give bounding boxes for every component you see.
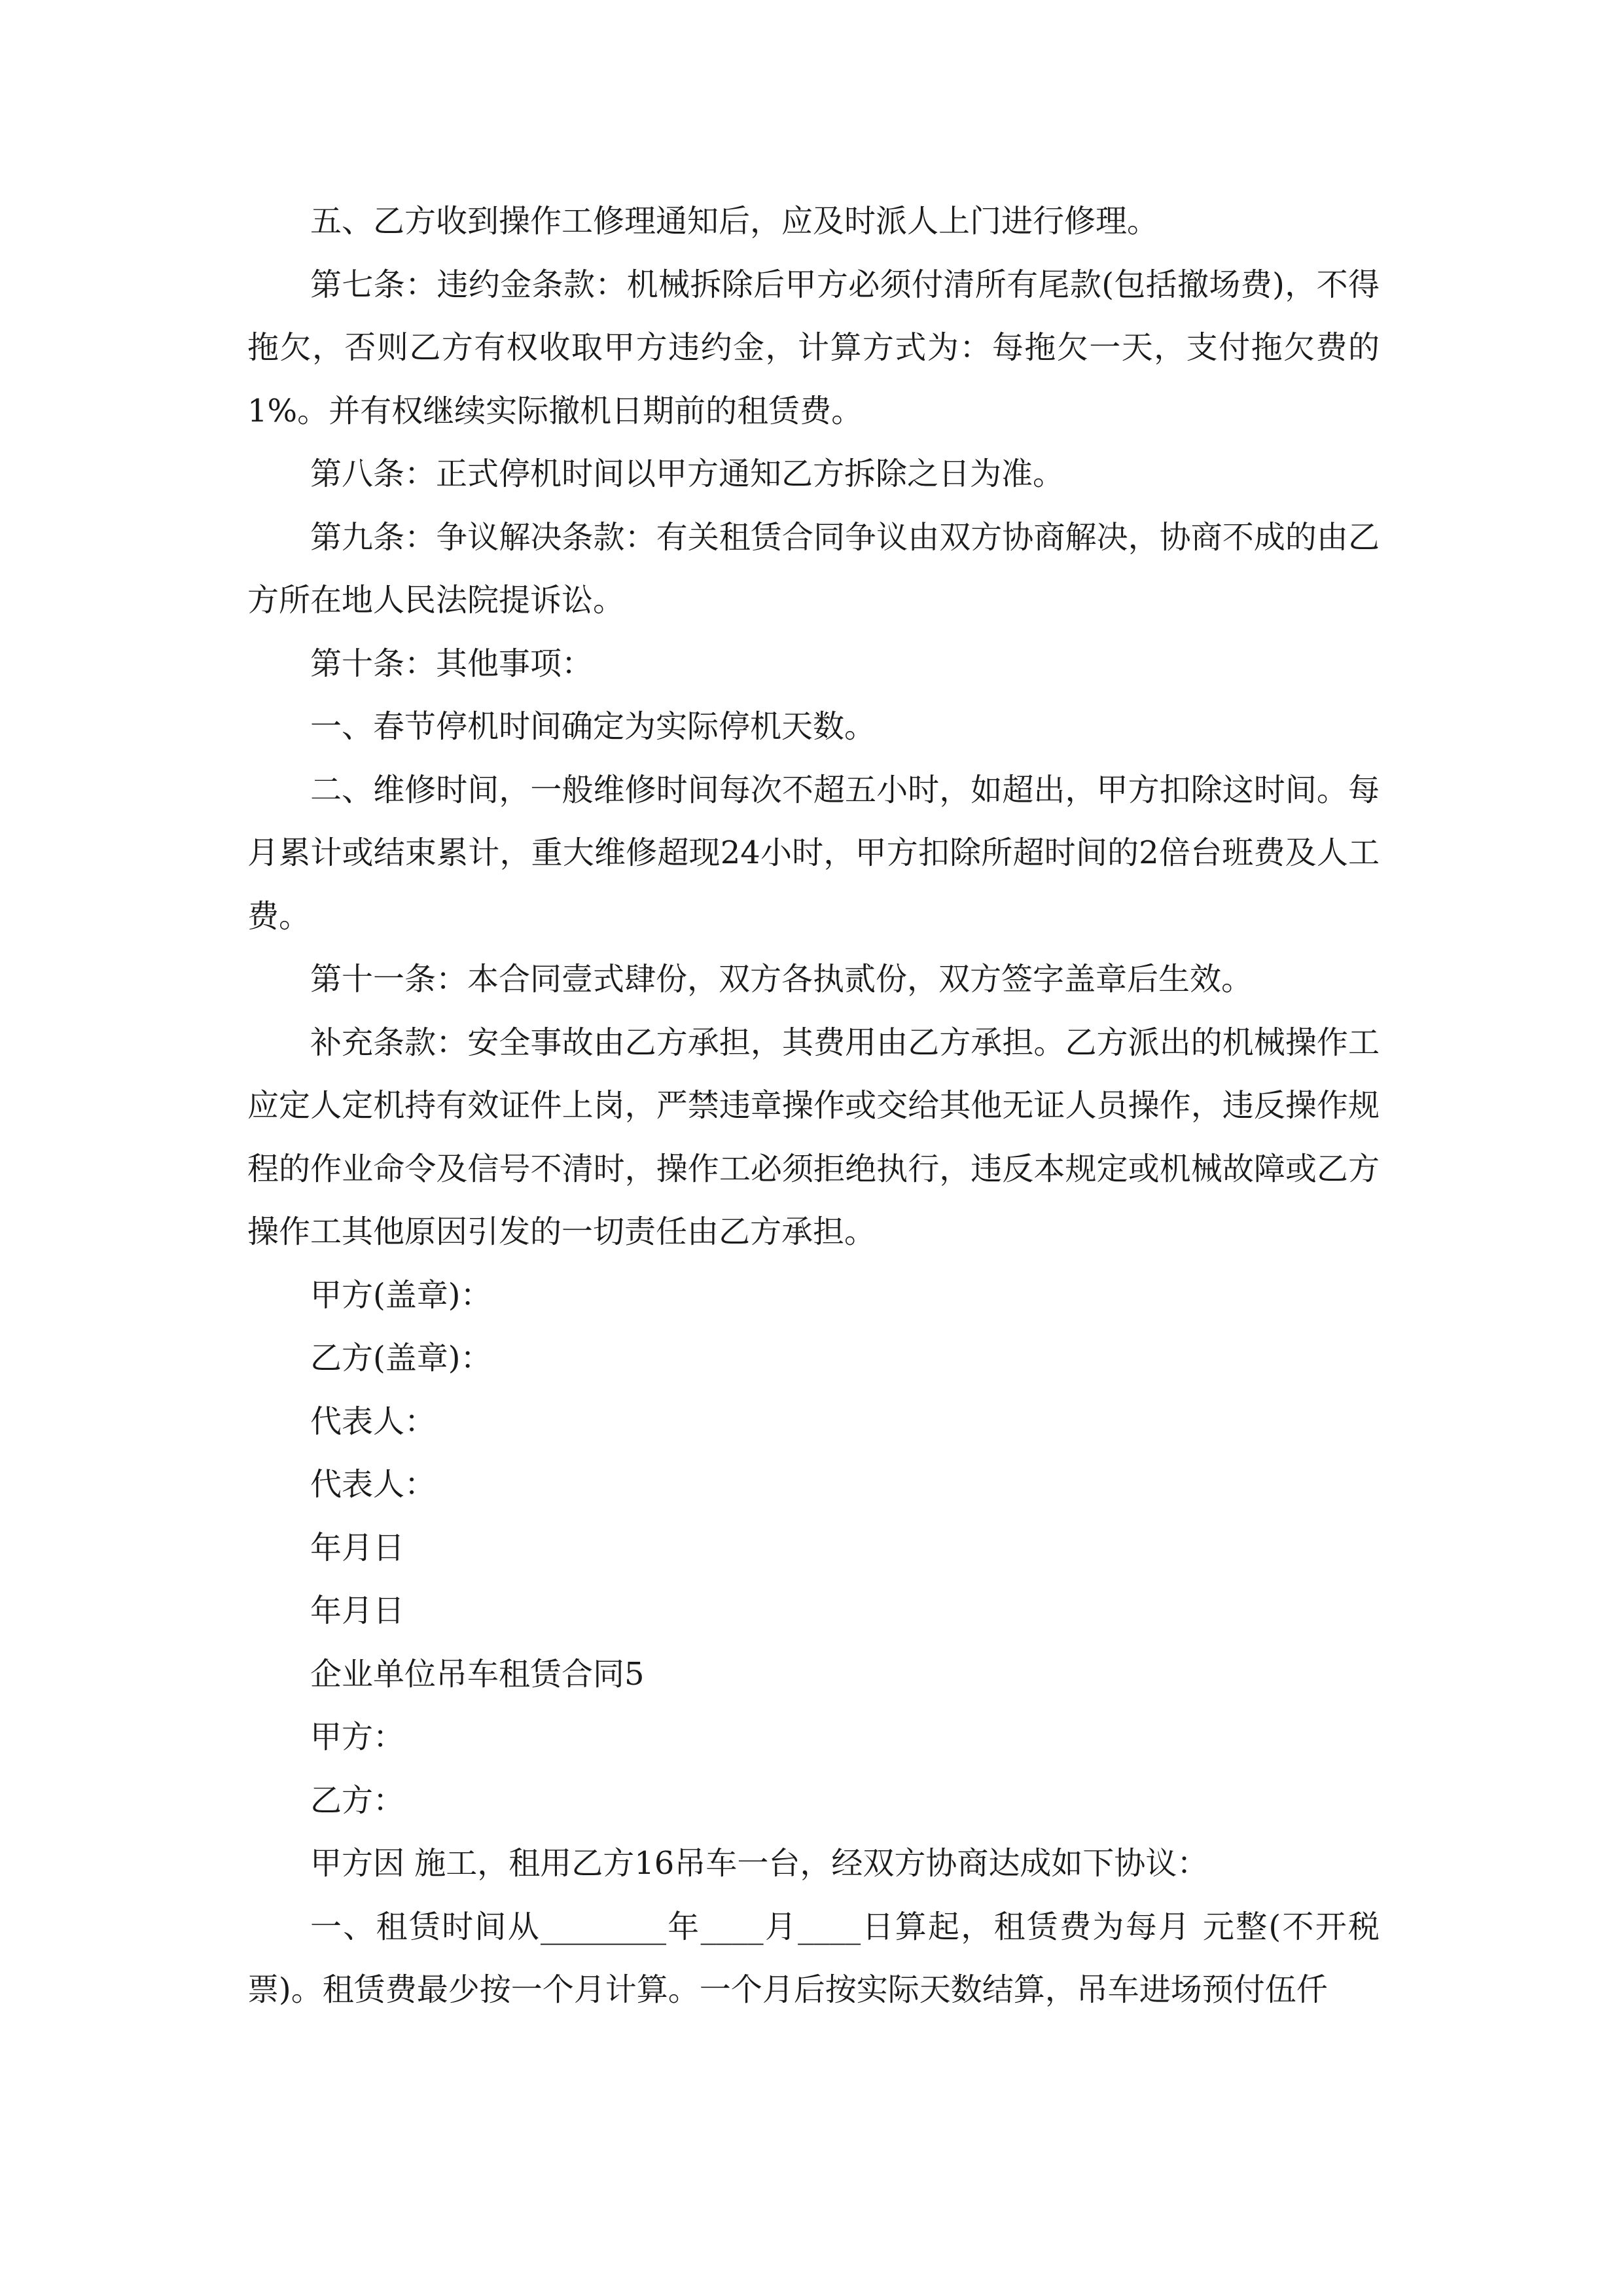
paragraph-article-9: 第九条：争议解决条款：有关租赁合同争议由双方协商解决，协商不成的由乙方所在地人民法院提诉讼。 [247, 518, 1380, 619]
signature-party-a: 甲方(盖章)： [310, 1276, 492, 1314]
party-a-line: 甲方： [310, 1719, 405, 1755]
paragraph-article-10: 第十条：其他事项： [310, 645, 594, 682]
date-b: 年月日 [310, 1592, 405, 1629]
representative-b: 代表人： [310, 1466, 437, 1503]
paragraph-preamble: 甲方因 施工，租用乙方16吊车一台，经双方协商达成如下协议： [310, 1845, 1209, 1882]
signature-party-b: 乙方(盖章)： [310, 1340, 492, 1376]
paragraph-item-1: 一、春节停机时间确定为实际停机天数。 [310, 708, 876, 745]
paragraph-item-2: 二、维修时间，一般维修时间每次不超五小时，如超出，甲方扣除这时间。每月累计或结束累计，重大维修超现24小时，甲方扣除所超时间的2倍台班费及人工费。 [247, 771, 1380, 935]
paragraph-supplementary: 补充条款：安全事故由乙方承担，其费用由乙方承担。乙方派出的机械操作工应定人定机持有效证件上岗，严禁违章操作或交给其他无证人员操作，违反操作规程的作业命令及信号不清时，操作工必须拒绝执行，违反本规定或机械故障或乙方操作工其他原因引发的一切责任由乙方承担。 [247, 1024, 1380, 1250]
representative-a: 代表人： [310, 1403, 437, 1440]
document-body [247, 190, 1380, 2022]
date-a: 年月日 [310, 1529, 405, 1566]
party-b-line: 乙方： [310, 1782, 405, 1819]
paragraph-rental-term: 一、租赁时间从________年____月____日算起，租赁费为每月 元整(不开税票)。租赁费最少按一个月计算。一个月后按实际天数结算，吊车进场预付伍仟 [247, 1908, 1380, 2008]
paragraph-article-7: 第七条：违约金条款：机械拆除后甲方必须付清所有尾款(包括撤场费)，不得拖欠，否则乙方有权收取甲方违约金，计算方式为：每拖欠一天，支付拖欠费的1%。并有权继续实际撤机日期前的租赁费。 [247, 266, 1380, 429]
paragraph-repair-notice: 五、乙方收到操作工修理通知后，应及时派人上门进行修理。 [310, 203, 1159, 240]
contract-title: 企业单位吊车租赁合同5 [310, 1655, 645, 1693]
paragraph-article-8: 第八条：正式停机时间以甲方通知乙方拆除之日为准。 [310, 456, 1065, 492]
paragraph-article-11: 第十一条：本合同壹式肆份，双方各执贰份，双方签字盖章后生效。 [310, 961, 1253, 997]
